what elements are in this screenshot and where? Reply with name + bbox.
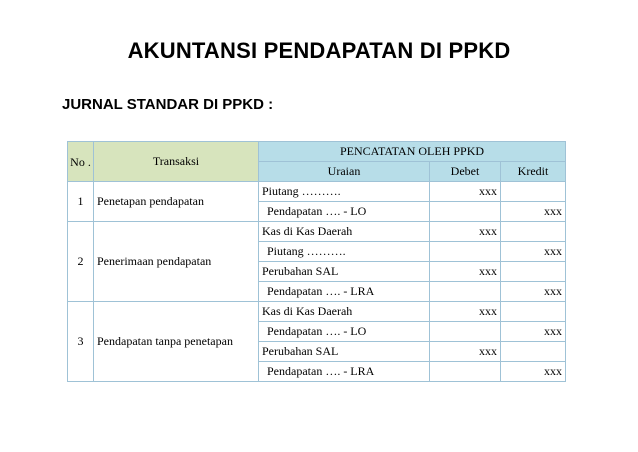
table-row	[68, 222, 566, 242]
debet-value: xxx	[430, 182, 501, 202]
table-row	[68, 302, 566, 322]
debet-value	[430, 202, 501, 222]
section-subtitle: JURNAL STANDAR DI PPKD :	[62, 96, 274, 113]
debet-value: xxx	[430, 222, 501, 242]
kredit-value: xxx	[501, 362, 566, 382]
kredit-value	[501, 342, 566, 362]
kredit-value	[501, 182, 566, 202]
header-kredit: Kredit	[501, 162, 566, 182]
debet-value	[430, 362, 501, 382]
journal-table-body	[68, 142, 566, 382]
header-debet: Debet	[430, 162, 501, 182]
debet-value: xxx	[430, 342, 501, 362]
header-row-1	[68, 142, 566, 162]
transaction-name: Penerimaan pendapatan	[94, 222, 259, 302]
debet-value	[430, 282, 501, 302]
slide-title: AKUNTANSI PENDAPATAN DI PPKD	[127, 38, 511, 63]
kredit-value	[501, 262, 566, 282]
debet-value: xxx	[430, 262, 501, 282]
table-row	[68, 182, 566, 202]
header-pencatatan: PENCATATAN OLEH PPKD	[259, 142, 566, 162]
account-description: Pendapatan …. - LO	[259, 202, 430, 222]
row-number: 1	[68, 182, 94, 222]
debet-value: xxx	[430, 302, 501, 322]
account-description: Perubahan SAL	[259, 342, 430, 362]
row-number: 3	[68, 302, 94, 382]
kredit-value: xxx	[501, 322, 566, 342]
kredit-value: xxx	[501, 202, 566, 222]
header-no: No .	[68, 142, 94, 182]
account-description: Kas di Kas Daerah	[259, 302, 430, 322]
journal-table	[67, 141, 566, 382]
transaction-name: Penetapan pendapatan	[94, 182, 259, 222]
account-description: Pendapatan …. - LRA	[259, 362, 430, 382]
account-description: Kas di Kas Daerah	[259, 222, 430, 242]
account-description: Perubahan SAL	[259, 262, 430, 282]
header-uraian: Uraian	[259, 162, 430, 182]
account-description: Piutang ……….	[259, 242, 430, 262]
row-number: 2	[68, 222, 94, 302]
kredit-value: xxx	[501, 282, 566, 302]
debet-value	[430, 322, 501, 342]
account-description: Pendapatan …. - LRA	[259, 282, 430, 302]
debet-value	[430, 242, 501, 262]
kredit-value	[501, 222, 566, 242]
kredit-value: xxx	[501, 242, 566, 262]
account-description: Piutang ……….	[259, 182, 430, 202]
account-description: Pendapatan …. - LO	[259, 322, 430, 342]
transaction-name: Pendapatan tanpa penetapan	[94, 302, 259, 382]
kredit-value	[501, 302, 566, 322]
header-transaksi: Transaksi	[94, 142, 259, 182]
